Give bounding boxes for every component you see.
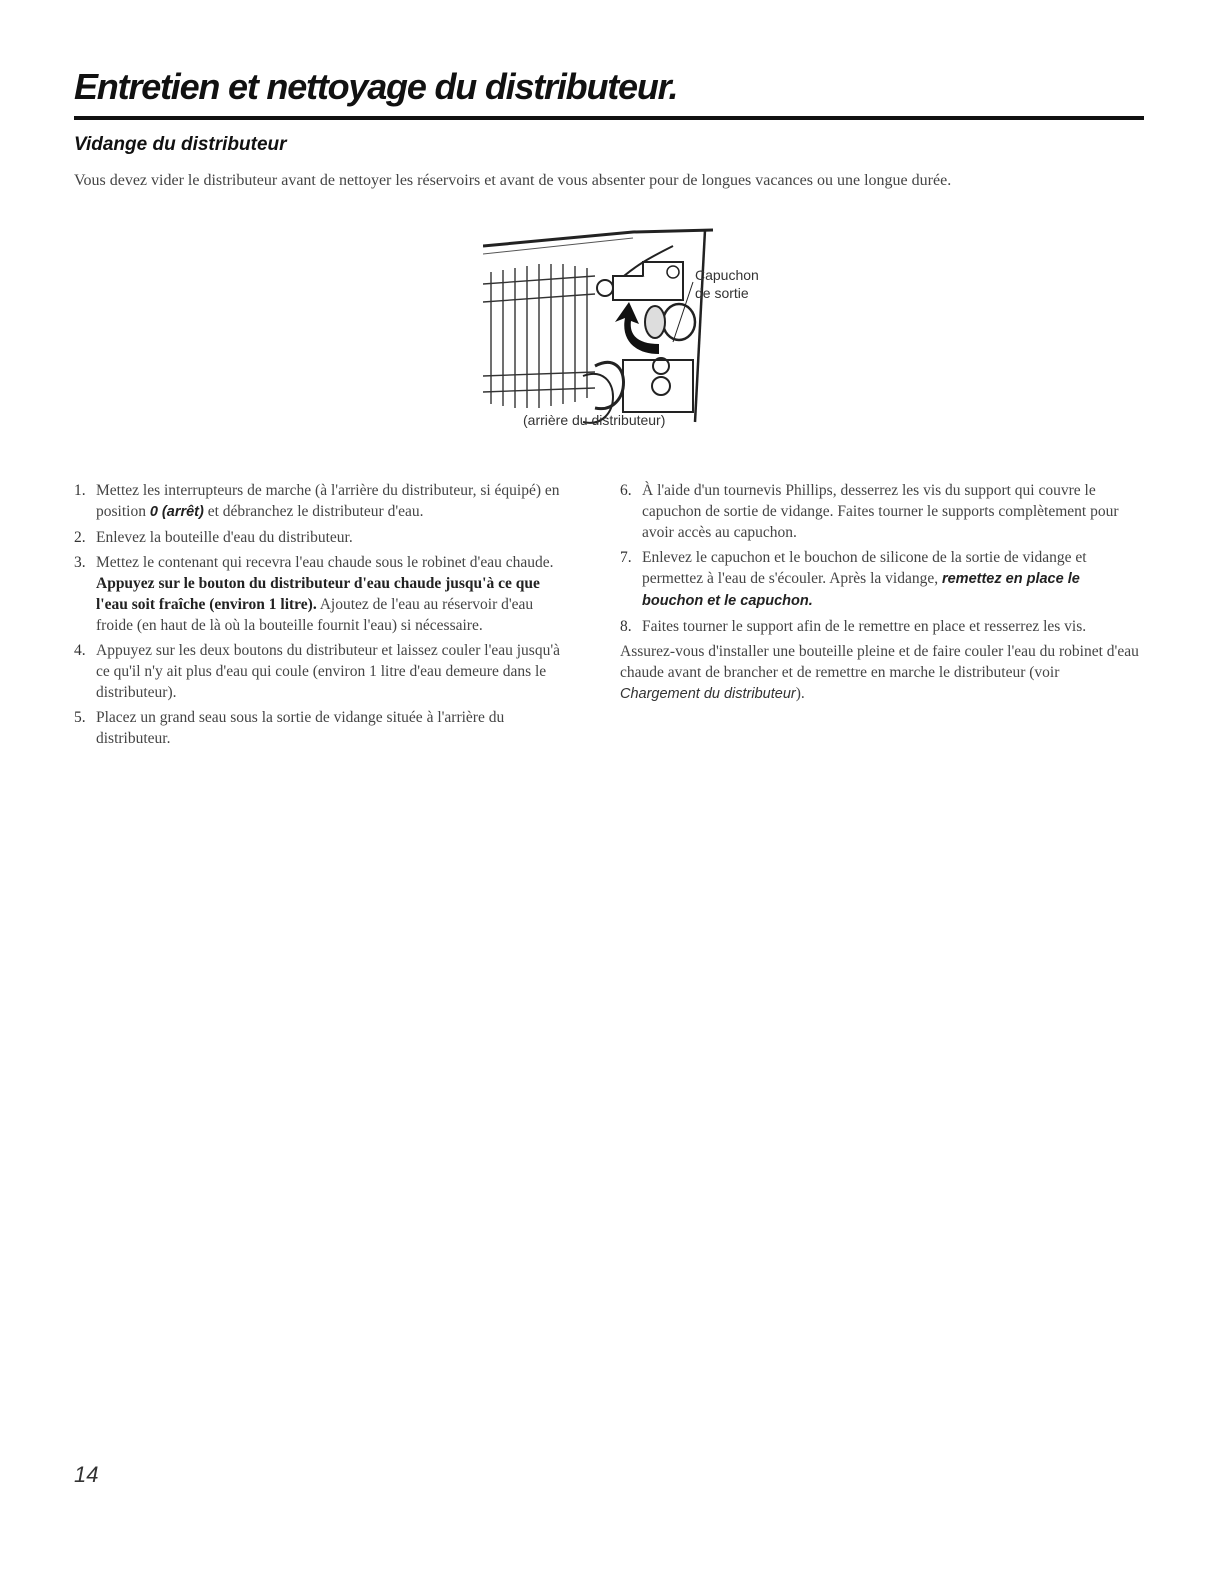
steps-left-column	[74, 480, 574, 753]
title-rule	[74, 116, 1144, 120]
section-title: Vidange du distributeur	[74, 134, 287, 155]
dispenser-rear-illustration	[483, 226, 773, 438]
step-number: 1.	[74, 482, 86, 499]
closing-text-end: ).	[795, 685, 805, 702]
steps-right-list	[620, 480, 1140, 637]
step-number: 8.	[620, 618, 632, 635]
step-emphasis: remettez en place le bouchon et le capuchon.	[642, 571, 1080, 609]
step-text: Enlevez la bouteille d'eau du distributeur.	[96, 529, 353, 546]
step-text: Enlevez le capuchon et le bouchon de silicone de la sortie de vidange et permettez à l'eau de s'écouler. Après la vidange,	[642, 549, 1087, 587]
callout-line-2: de sortie	[695, 285, 749, 301]
step-2	[74, 527, 574, 548]
step-text-cont: et débranchez le distributeur d'eau.	[203, 503, 424, 520]
page-title: Entretien et nettoyage du distributeur.	[74, 66, 678, 107]
closing-paragraph	[620, 641, 1140, 705]
step-text: Mettez les interrupteurs de marche (à l'arrière du distributeur, si équipé) en position	[96, 482, 560, 520]
outlet-cap-callout	[695, 266, 759, 302]
callout-line-1: Capuchon	[695, 267, 759, 283]
step-text: Mettez le contenant qui recevra l'eau chaude sous le robinet d'eau chaude.	[96, 554, 554, 571]
step-number: 2.	[74, 529, 86, 546]
step-number: 4.	[74, 642, 86, 659]
step-number: 3.	[74, 554, 86, 571]
intro-paragraph: Vous devez vider le distributeur avant de nettoyer les réservoirs et avant de vous absenter pour de longues vacances ou une longue durée.	[74, 172, 952, 189]
steps-right-column	[620, 480, 1140, 705]
step-emphasis: 0 (arrêt)	[149, 504, 204, 520]
closing-reference: Chargement du distributeur	[620, 686, 796, 702]
dispenser-drawing	[483, 226, 773, 438]
figure-caption: (arrière du distributeur)	[523, 412, 666, 428]
step-7	[620, 547, 1140, 612]
page-number: 14	[74, 1462, 99, 1487]
step-text: À l'aide d'un tournevis Phillips, desserrez les vis du support qui couvre le capuchon de sortie de vidange. Faites tourner le supports complètement pour avoir accès au capuchon.	[642, 482, 1119, 541]
step-8	[620, 616, 1140, 637]
step-text: Placez un grand seau sous la sortie de vidange située à l'arrière du distributeur.	[96, 709, 505, 747]
step-number: 5.	[74, 709, 86, 726]
step-1	[74, 480, 574, 523]
step-3	[74, 552, 574, 636]
step-number: 7.	[620, 549, 632, 566]
step-5	[74, 707, 574, 749]
step-4	[74, 640, 574, 703]
closing-text: Assurez-vous d'installer une bouteille pleine et de faire couler l'eau du robinet d'eau chaude avant de brancher et de remettre en marche le distributeur (voir	[620, 643, 1139, 681]
step-text: Appuyez sur les deux boutons du distributeur et laissez couler l'eau jusqu'à ce qu'il n'y ait plus d'eau qui coule (environ 1 litre d'eau demeure dans le distributeur).	[96, 642, 561, 701]
step-number: 6.	[620, 482, 632, 499]
step-6	[620, 480, 1140, 543]
step-text-cont: Ajoutez de l'eau au réservoir d'eau froide (en haut de là où la bouteille fournit l'eau) si nécessaire.	[96, 596, 534, 634]
step-text: Faites tourner le support afin de le remettre en place et resserrez les vis.	[642, 618, 1087, 635]
step-bold: Appuyez sur le bouton du distributeur d'eau chaude jusqu'à ce que l'eau soit fraîche (environ 1 litre).	[96, 575, 540, 613]
